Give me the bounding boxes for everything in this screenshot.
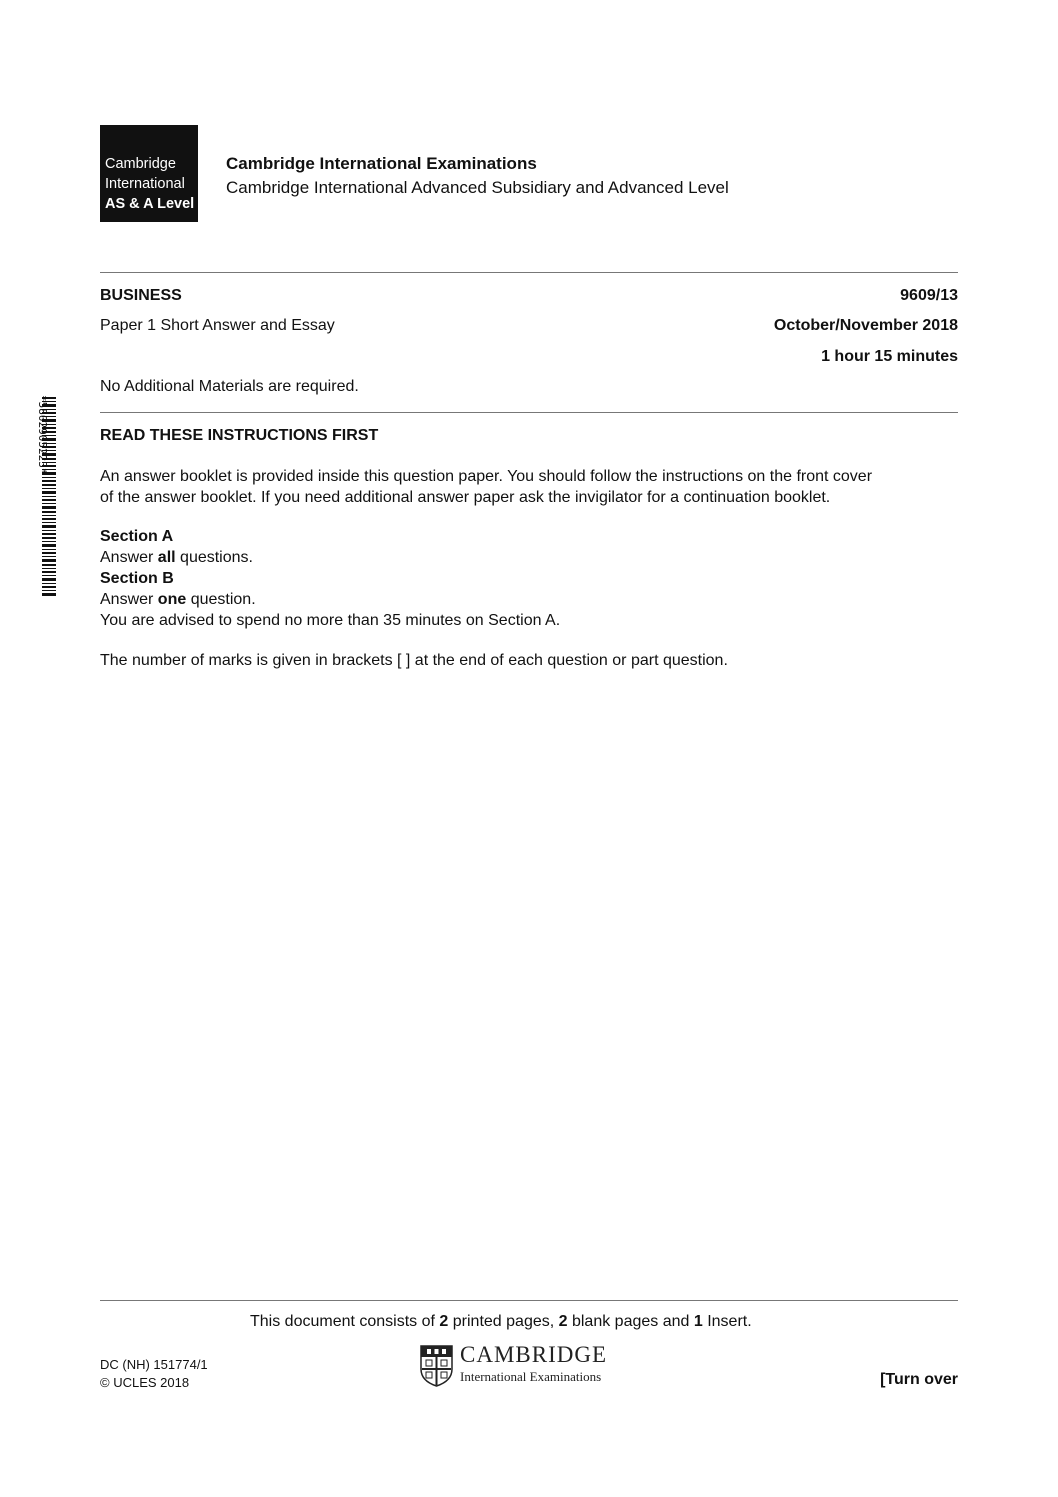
page-count-statement [250, 1313, 752, 1331]
section-b-heading: Section B [100, 570, 174, 587]
instructions-divider [100, 412, 958, 413]
blank-pages-label: blank pages and [567, 1313, 694, 1330]
paper-code: 9609/13 [900, 287, 958, 304]
time-advice: You are advised to spend no more than 35 minutes on Section A. [100, 612, 561, 629]
instructions-heading: READ THESE INSTRUCTIONS FIRST [100, 427, 379, 444]
cambridge-crest-icon [420, 1345, 453, 1387]
header-title: Cambridge International Examinations [226, 154, 537, 173]
logo-line-3: AS & A Level [105, 196, 195, 212]
blank-pages-count: 2 [558, 1313, 568, 1330]
booklet-instructions-line-2: of the answer booklet. If you need additional answer paper ask the invigilator for a continuation booklet. [100, 489, 831, 506]
insert-label: Insert. [702, 1313, 752, 1330]
section-b-rule [100, 589, 960, 610]
document-reference: DC (NH) 151774/1 [100, 1357, 208, 1372]
section-b-emphasis: one [157, 591, 187, 608]
section-a-text-post: questions. [175, 549, 253, 566]
insert-count: 1 [693, 1313, 703, 1330]
cambridge-footer-logo [420, 1342, 630, 1389]
page-count-pre: This document consists of [250, 1313, 440, 1330]
footer-divider [100, 1300, 958, 1301]
booklet-instructions-line-1: An answer booklet is provided inside this question paper. You should follow the instructions on the front cover [100, 468, 873, 485]
cambridge-as-a-level-logo [100, 125, 198, 222]
copyright: © UCLES 2018 [100, 1375, 190, 1390]
exam-session: October/November 2018 [773, 317, 958, 334]
logo-line-2: International [105, 176, 185, 192]
barcode-number: *5802905223* [36, 395, 49, 475]
booklet-instructions [100, 466, 960, 508]
paper-name: Paper 1 Short Answer and Essay [100, 317, 335, 334]
section-a-text-pre: Answer [100, 549, 158, 566]
section-instructions [100, 526, 960, 631]
subject-title: BUSINESS [100, 287, 182, 304]
section-a-emphasis: all [157, 549, 176, 566]
printed-pages-label: printed pages, [448, 1313, 559, 1330]
logo-line-1: Cambridge [105, 156, 176, 172]
top-divider [100, 272, 958, 273]
cambridge-subtitle: International Examinations [460, 1369, 602, 1384]
marks-note: The number of marks is given in brackets [ ] at the end of each question or part question. [100, 652, 728, 669]
cambridge-wordmark: CAMBRIDGE [460, 1342, 608, 1367]
section-b-text-pre: Answer [100, 591, 158, 608]
header-subtitle: Cambridge International Advanced Subsidiary and Advanced Level [226, 178, 729, 197]
section-b-text-post: question. [186, 591, 256, 608]
section-a-heading: Section A [100, 528, 174, 545]
materials-note: No Additional Materials are required. [100, 378, 359, 395]
printed-pages-count: 2 [439, 1313, 449, 1330]
turn-over: [Turn over [880, 1371, 958, 1388]
candidate-barcode [32, 395, 56, 600]
exam-duration: 1 hour 15 minutes [821, 348, 958, 365]
section-a-rule [100, 547, 960, 568]
